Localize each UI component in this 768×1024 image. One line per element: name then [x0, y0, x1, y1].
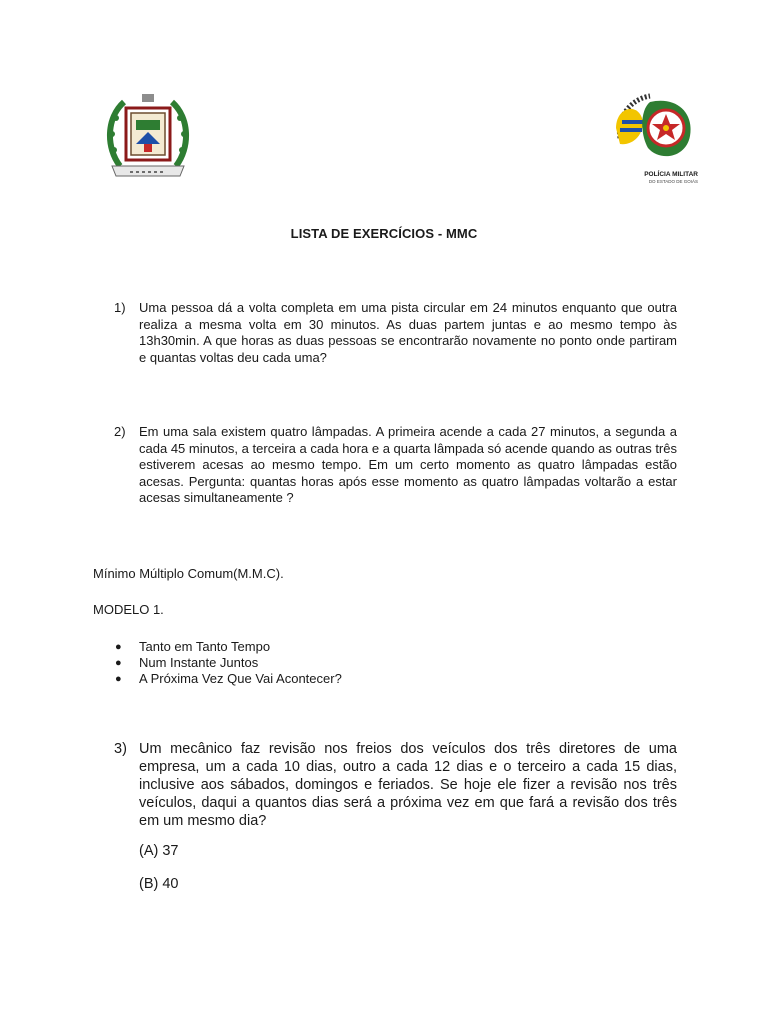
list-item: ● A Próxima Vez Que Vai Acontecer? [115, 671, 342, 686]
question-3 [114, 740, 677, 830]
question-1 [114, 300, 677, 366]
right-logo-caption-2: DO ESTADO DE GOIÁS [648, 179, 698, 184]
list-item: ● Tanto em Tanto Tempo [115, 639, 271, 654]
bullet-icon: ● [115, 673, 122, 685]
answer-option-a: (A) 37 [139, 843, 179, 859]
right-emblem-logo [606, 88, 698, 184]
question-text: Um mecânico faz revisão nos freios dos veículos dos três diretores de uma empresa, um a cada 10 dias, outro a cada 12 dias e o terceiro a cada 15 dias, inclusive aos sábados, domingos e feriados. Se hoje ele fizer a revisão nos três veículos, daqui a quantos dias será a próxima vez em que fará a revisão dos três em um mesmo dia? [139, 741, 677, 829]
list-item: ● Num Instante Juntos [115, 655, 259, 670]
question-2 [114, 424, 677, 507]
right-logo-caption-1: POLÍCIA MILITAR [644, 171, 698, 178]
question-number: 3) [114, 741, 127, 757]
bullet-icon: ● [115, 641, 122, 653]
question-text: Uma pessoa dá a volta completa em uma pista circular em 24 minutos enquanto que outra realiza a mesma volta em 30 minutos. As duas partem juntas e ao mesmo tempo às 13h30min. A que horas as duas pessoas se encontrarão novamente no ponto onde partiram e quantas voltas deu cada uma? [139, 300, 677, 365]
mmc-heading: Mínimo Múltiplo Comum(M.M.C). [93, 566, 284, 581]
bullet-list [114, 639, 342, 687]
answer-option-b: (B) 40 [139, 876, 179, 892]
question-number: 2) [114, 424, 126, 439]
bullet-icon: ● [115, 657, 122, 669]
question-text: Em uma sala existem quatro lâmpadas. A primeira acende a cada 27 minutos, a segunda a cada 45 minutos, a terceira a cada hora e a quarta lâmpada só acende quando as outras três estiverem acesas ao mesmo tempo. Em um certo momento as quatro lâmpadas estão acesas. Pergunta: quantas horas após esse momento as quatro lâmpadas voltarão a estar acesas simultaneamente ? [139, 424, 677, 505]
page-title: LISTA DE EXERCÍCIOS - MMC [290, 226, 478, 241]
question-number: 1) [114, 300, 126, 315]
modelo-heading: MODELO 1. [93, 602, 164, 617]
pmgo-seal-icon [606, 88, 698, 164]
left-emblem-logo [100, 88, 196, 184]
